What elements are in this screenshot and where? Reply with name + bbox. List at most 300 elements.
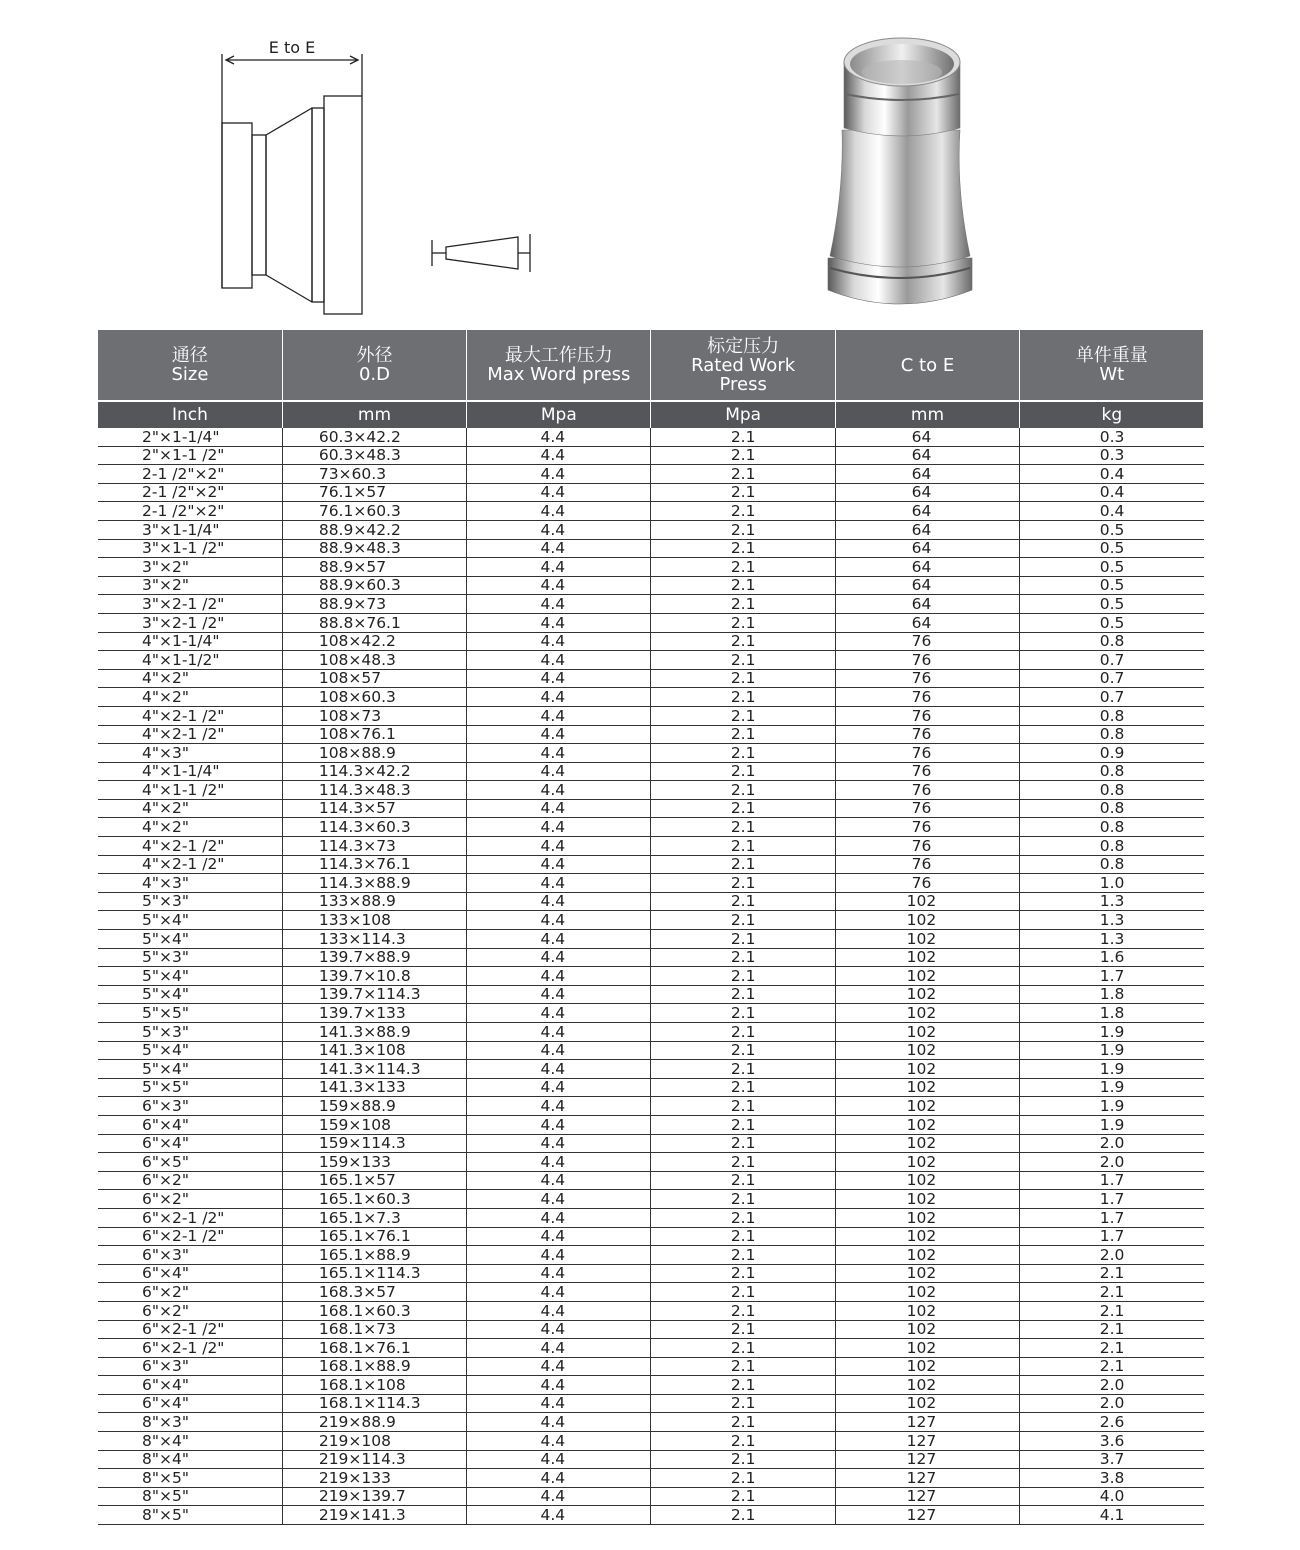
cell-rated-work-pressure: 2.1 <box>651 837 835 856</box>
cell-outer-diameter: 141.3×88.9 <box>282 1023 466 1042</box>
cell-weight: 1.0 <box>1020 874 1204 893</box>
cell-size: 4"×2-1 /2" <box>98 855 282 874</box>
cell-outer-diameter: 159×108 <box>282 1115 466 1134</box>
header-outer-diameter-cn: 外径 <box>356 345 393 366</box>
cell-outer-diameter: 108×42.2 <box>282 632 466 651</box>
table-row <box>98 613 1204 632</box>
cell-weight: 1.9 <box>1020 1060 1204 1079</box>
table-row <box>98 1041 1204 1060</box>
cell-max-work-pressure: 4.4 <box>467 874 651 893</box>
cell-rated-work-pressure: 2.1 <box>651 1413 835 1432</box>
table-row <box>98 651 1204 670</box>
cell-weight: 0.8 <box>1020 706 1204 725</box>
cell-weight: 1.3 <box>1020 930 1204 949</box>
table-row <box>98 428 1204 446</box>
cell-c-to-e: 64 <box>835 558 1019 577</box>
cell-max-work-pressure: 4.4 <box>467 1264 651 1283</box>
cell-rated-work-pressure: 2.1 <box>651 632 835 651</box>
cell-size: 8"×3" <box>98 1413 282 1432</box>
cell-size: 6"×4" <box>98 1134 282 1153</box>
cell-max-work-pressure: 4.4 <box>467 1450 651 1469</box>
cell-weight: 1.3 <box>1020 892 1204 911</box>
table-row <box>98 632 1204 651</box>
cell-rated-work-pressure: 2.1 <box>651 1487 835 1506</box>
cell-c-to-e: 102 <box>835 911 1019 930</box>
cell-weight: 0.8 <box>1020 781 1204 800</box>
cell-rated-work-pressure: 2.1 <box>651 1153 835 1172</box>
cell-outer-diameter: 141.3×114.3 <box>282 1060 466 1079</box>
cell-rated-work-pressure: 2.1 <box>651 892 835 911</box>
cell-max-work-pressure: 4.4 <box>467 558 651 577</box>
cell-outer-diameter: 168.1×76.1 <box>282 1339 466 1358</box>
cell-weight: 2.1 <box>1020 1320 1204 1339</box>
cell-size: 4"×2" <box>98 688 282 707</box>
table-row <box>98 874 1204 893</box>
cell-c-to-e: 76 <box>835 632 1019 651</box>
cell-c-to-e: 127 <box>835 1432 1019 1451</box>
table-row <box>98 1246 1204 1265</box>
cell-max-work-pressure: 4.4 <box>467 428 651 446</box>
table-row <box>98 892 1204 911</box>
table-row <box>98 1320 1204 1339</box>
table-row <box>98 725 1204 744</box>
cell-rated-work-pressure: 2.1 <box>651 1432 835 1451</box>
unit-weight: kg <box>1020 401 1204 428</box>
table-row <box>98 1487 1204 1506</box>
cell-weight: 0.3 <box>1020 428 1204 446</box>
cell-size: 6"×2" <box>98 1190 282 1209</box>
cell-rated-work-pressure: 2.1 <box>651 1469 835 1488</box>
cell-rated-work-pressure: 2.1 <box>651 595 835 614</box>
cell-rated-work-pressure: 2.1 <box>651 1208 835 1227</box>
cell-max-work-pressure: 4.4 <box>467 632 651 651</box>
cell-c-to-e: 102 <box>835 1227 1019 1246</box>
cell-weight: 1.9 <box>1020 1023 1204 1042</box>
cell-size: 3"×2" <box>98 558 282 577</box>
cell-rated-work-pressure: 2.1 <box>651 855 835 874</box>
cell-weight: 2.1 <box>1020 1283 1204 1302</box>
cell-outer-diameter: 88.9×73 <box>282 595 466 614</box>
cell-outer-diameter: 88.9×42.2 <box>282 520 466 539</box>
cell-outer-diameter: 141.3×108 <box>282 1041 466 1060</box>
cell-rated-work-pressure: 2.1 <box>651 1115 835 1134</box>
cell-size: 8"×5" <box>98 1487 282 1506</box>
header-max-work-pressure-cn: 最大工作压力 <box>504 345 613 366</box>
table-row <box>98 1469 1204 1488</box>
cell-c-to-e: 102 <box>835 948 1019 967</box>
cell-rated-work-pressure: 2.1 <box>651 1097 835 1116</box>
cell-rated-work-pressure: 2.1 <box>651 725 835 744</box>
cell-weight: 0.7 <box>1020 651 1204 670</box>
cell-size: 8"×4" <box>98 1432 282 1451</box>
cell-weight: 0.5 <box>1020 558 1204 577</box>
table-row <box>98 1301 1204 1320</box>
cell-outer-diameter: 108×57 <box>282 669 466 688</box>
table-row <box>98 502 1204 521</box>
cell-c-to-e: 102 <box>835 1208 1019 1227</box>
cell-size: 6"×4" <box>98 1264 282 1283</box>
table-row <box>98 799 1204 818</box>
cell-c-to-e: 102 <box>835 1394 1019 1413</box>
cell-weight: 2.1 <box>1020 1339 1204 1358</box>
cell-c-to-e: 102 <box>835 1078 1019 1097</box>
cell-size: 2"×1-1 /2" <box>98 446 282 465</box>
reducer-product-photo <box>790 20 1010 320</box>
cell-weight: 1.8 <box>1020 985 1204 1004</box>
cell-max-work-pressure: 4.4 <box>467 1320 651 1339</box>
table-row <box>98 558 1204 577</box>
cell-max-work-pressure: 4.4 <box>467 669 651 688</box>
cell-c-to-e: 127 <box>835 1487 1019 1506</box>
cell-size: 4"×3" <box>98 744 282 763</box>
cell-size: 5"×4" <box>98 930 282 949</box>
cell-outer-diameter: 165.1×76.1 <box>282 1227 466 1246</box>
reducer-technical-drawing <box>200 20 560 320</box>
cell-size: 6"×4" <box>98 1394 282 1413</box>
cell-rated-work-pressure: 2.1 <box>651 1301 835 1320</box>
cell-size: 3"×2" <box>98 576 282 595</box>
cell-max-work-pressure: 4.4 <box>467 502 651 521</box>
cell-c-to-e: 102 <box>835 1097 1019 1116</box>
table-row <box>98 1357 1204 1376</box>
cell-c-to-e: 102 <box>835 1264 1019 1283</box>
cell-rated-work-pressure: 2.1 <box>651 1004 835 1023</box>
cell-size: 6"×3" <box>98 1357 282 1376</box>
cell-weight: 2.0 <box>1020 1394 1204 1413</box>
table-row <box>98 1115 1204 1134</box>
cell-c-to-e: 76 <box>835 688 1019 707</box>
cell-c-to-e: 102 <box>835 1115 1019 1134</box>
cell-outer-diameter: 168.1×114.3 <box>282 1394 466 1413</box>
cell-size: 6"×2-1 /2" <box>98 1208 282 1227</box>
cell-rated-work-pressure: 2.1 <box>651 576 835 595</box>
cell-c-to-e: 64 <box>835 446 1019 465</box>
cell-c-to-e: 64 <box>835 539 1019 558</box>
cell-max-work-pressure: 4.4 <box>467 1041 651 1060</box>
cell-c-to-e: 102 <box>835 1190 1019 1209</box>
cell-c-to-e: 102 <box>835 1153 1019 1172</box>
cell-max-work-pressure: 4.4 <box>467 520 651 539</box>
header-size <box>98 330 282 401</box>
header-weight-cn: 单件重量 <box>1075 345 1148 366</box>
cell-max-work-pressure: 4.4 <box>467 1301 651 1320</box>
cell-max-work-pressure: 4.4 <box>467 892 651 911</box>
table-row <box>98 911 1204 930</box>
table-row <box>98 930 1204 949</box>
cell-size: 5"×4" <box>98 967 282 986</box>
table-row <box>98 595 1204 614</box>
table-row <box>98 744 1204 763</box>
cell-max-work-pressure: 4.4 <box>467 1487 651 1506</box>
cell-size: 4"×2-1 /2" <box>98 706 282 725</box>
cell-weight: 3.8 <box>1020 1469 1204 1488</box>
cell-max-work-pressure: 4.4 <box>467 911 651 930</box>
cell-size: 5"×4" <box>98 911 282 930</box>
cell-c-to-e: 102 <box>835 1376 1019 1395</box>
cell-max-work-pressure: 4.4 <box>467 725 651 744</box>
cell-max-work-pressure: 4.4 <box>467 744 651 763</box>
header-max-work-pressure <box>467 330 651 401</box>
cell-rated-work-pressure: 2.1 <box>651 688 835 707</box>
cell-max-work-pressure: 4.4 <box>467 781 651 800</box>
cell-outer-diameter: 108×88.9 <box>282 744 466 763</box>
cell-size: 6"×5" <box>98 1153 282 1172</box>
cell-size: 6"×4" <box>98 1115 282 1134</box>
cell-outer-diameter: 114.3×88.9 <box>282 874 466 893</box>
cell-rated-work-pressure: 2.1 <box>651 985 835 1004</box>
cell-outer-diameter: 108×76.1 <box>282 725 466 744</box>
cell-max-work-pressure: 4.4 <box>467 1097 651 1116</box>
cell-max-work-pressure: 4.4 <box>467 1283 651 1302</box>
cell-c-to-e: 76 <box>835 744 1019 763</box>
cell-outer-diameter: 114.3×76.1 <box>282 855 466 874</box>
cell-weight: 2.1 <box>1020 1301 1204 1320</box>
cell-weight: 1.7 <box>1020 1190 1204 1209</box>
table-row <box>98 1023 1204 1042</box>
cell-max-work-pressure: 4.4 <box>467 1394 651 1413</box>
table-row <box>98 1097 1204 1116</box>
cell-rated-work-pressure: 2.1 <box>651 930 835 949</box>
cell-size: 4"×2" <box>98 818 282 837</box>
cell-weight: 0.4 <box>1020 483 1204 502</box>
table-row <box>98 1227 1204 1246</box>
cell-max-work-pressure: 4.4 <box>467 837 651 856</box>
cell-rated-work-pressure: 2.1 <box>651 948 835 967</box>
cell-c-to-e: 102 <box>835 1023 1019 1042</box>
cell-outer-diameter: 139.7×133 <box>282 1004 466 1023</box>
table-row <box>98 837 1204 856</box>
cell-size: 6"×3" <box>98 1097 282 1116</box>
cell-rated-work-pressure: 2.1 <box>651 1246 835 1265</box>
cell-weight: 2.1 <box>1020 1264 1204 1283</box>
cell-weight: 4.0 <box>1020 1487 1204 1506</box>
cell-outer-diameter: 219×114.3 <box>282 1450 466 1469</box>
cell-outer-diameter: 165.1×60.3 <box>282 1190 466 1209</box>
cell-max-work-pressure: 4.4 <box>467 1078 651 1097</box>
table-row <box>98 1394 1204 1413</box>
cell-outer-diameter: 219×133 <box>282 1469 466 1488</box>
cell-c-to-e: 102 <box>835 1171 1019 1190</box>
cell-outer-diameter: 133×108 <box>282 911 466 930</box>
cell-rated-work-pressure: 2.1 <box>651 613 835 632</box>
table-row <box>98 818 1204 837</box>
cell-size: 5"×3" <box>98 948 282 967</box>
cell-size: 8"×5" <box>98 1469 282 1488</box>
cell-weight: 3.7 <box>1020 1450 1204 1469</box>
header-rated-work-pressure-en: Rated Work <box>691 354 796 376</box>
table-row <box>98 855 1204 874</box>
table-row <box>98 1004 1204 1023</box>
cell-weight: 0.7 <box>1020 669 1204 688</box>
cell-rated-work-pressure: 2.1 <box>651 911 835 930</box>
cell-size: 5"×3" <box>98 1023 282 1042</box>
cell-size: 4"×1-1/4" <box>98 632 282 651</box>
cell-size: 6"×3" <box>98 1246 282 1265</box>
cell-rated-work-pressure: 2.1 <box>651 1339 835 1358</box>
cell-rated-work-pressure: 2.1 <box>651 1376 835 1395</box>
cell-c-to-e: 127 <box>835 1469 1019 1488</box>
cell-c-to-e: 76 <box>835 781 1019 800</box>
cell-outer-diameter: 139.7×114.3 <box>282 985 466 1004</box>
cell-outer-diameter: 114.3×48.3 <box>282 781 466 800</box>
cell-weight: 0.3 <box>1020 446 1204 465</box>
cell-c-to-e: 76 <box>835 799 1019 818</box>
cell-rated-work-pressure: 2.1 <box>651 762 835 781</box>
cell-outer-diameter: 108×48.3 <box>282 651 466 670</box>
cell-c-to-e: 76 <box>835 818 1019 837</box>
cell-outer-diameter: 88.9×57 <box>282 558 466 577</box>
cell-max-work-pressure: 4.4 <box>467 688 651 707</box>
cell-max-work-pressure: 4.4 <box>467 465 651 484</box>
table-row <box>98 483 1204 502</box>
header-rated-work-pressure-cn: 标定压力 <box>707 335 780 357</box>
cell-size: 5"×4" <box>98 1041 282 1060</box>
cell-max-work-pressure: 4.4 <box>467 948 651 967</box>
cell-outer-diameter: 133×114.3 <box>282 930 466 949</box>
cell-rated-work-pressure: 2.1 <box>651 1060 835 1079</box>
cell-size: 3"×2-1 /2" <box>98 595 282 614</box>
cell-rated-work-pressure: 2.1 <box>651 1320 835 1339</box>
cell-size: 4"×3" <box>98 874 282 893</box>
cell-outer-diameter: 168.1×108 <box>282 1376 466 1395</box>
cell-max-work-pressure: 4.4 <box>467 1115 651 1134</box>
cell-weight: 4.1 <box>1020 1506 1204 1525</box>
cell-outer-diameter: 114.3×42.2 <box>282 762 466 781</box>
cell-size: 3"×1-1 /2" <box>98 539 282 558</box>
cell-c-to-e: 102 <box>835 967 1019 986</box>
cell-max-work-pressure: 4.4 <box>467 1004 651 1023</box>
table-row <box>98 1190 1204 1209</box>
table-row <box>98 762 1204 781</box>
cell-rated-work-pressure: 2.1 <box>651 1506 835 1525</box>
cell-outer-diameter: 219×141.3 <box>282 1506 466 1525</box>
cell-weight: 1.3 <box>1020 911 1204 930</box>
table-row <box>98 1376 1204 1395</box>
cell-c-to-e: 76 <box>835 762 1019 781</box>
cell-c-to-e: 102 <box>835 1246 1019 1265</box>
cell-c-to-e: 102 <box>835 1301 1019 1320</box>
cell-rated-work-pressure: 2.1 <box>651 1023 835 1042</box>
table-row <box>98 985 1204 1004</box>
cell-rated-work-pressure: 2.1 <box>651 1041 835 1060</box>
cell-size: 3"×2-1 /2" <box>98 613 282 632</box>
cell-outer-diameter: 219×139.7 <box>282 1487 466 1506</box>
cell-rated-work-pressure: 2.1 <box>651 539 835 558</box>
cell-outer-diameter: 133×88.9 <box>282 892 466 911</box>
cell-weight: 2.0 <box>1020 1134 1204 1153</box>
cell-size: 6"×2" <box>98 1283 282 1302</box>
table-row <box>98 1432 1204 1451</box>
cell-outer-diameter: 168.1×73 <box>282 1320 466 1339</box>
cell-outer-diameter: 108×60.3 <box>282 688 466 707</box>
cell-weight: 1.7 <box>1020 1227 1204 1246</box>
table-row <box>98 1450 1204 1469</box>
cell-outer-diameter: 168.1×60.3 <box>282 1301 466 1320</box>
table-row <box>98 1283 1204 1302</box>
cell-outer-diameter: 165.1×7.3 <box>282 1208 466 1227</box>
cell-c-to-e: 102 <box>835 1004 1019 1023</box>
unit-row <box>98 401 1204 428</box>
cell-weight: 3.6 <box>1020 1432 1204 1451</box>
cell-size: 2-1 /2"×2" <box>98 502 282 521</box>
cell-max-work-pressure: 4.4 <box>467 1190 651 1209</box>
table-row <box>98 688 1204 707</box>
cell-weight: 0.7 <box>1020 688 1204 707</box>
cell-size: 3"×1-1/4" <box>98 520 282 539</box>
header-rated-work-pressure <box>651 330 835 401</box>
cell-c-to-e: 76 <box>835 706 1019 725</box>
cell-weight: 1.9 <box>1020 1097 1204 1116</box>
unit-c-to-e: mm <box>835 401 1019 428</box>
cell-rated-work-pressure: 2.1 <box>651 1394 835 1413</box>
cell-rated-work-pressure: 2.1 <box>651 428 835 446</box>
cell-size: 4"×2-1 /2" <box>98 725 282 744</box>
cell-outer-diameter: 114.3×60.3 <box>282 818 466 837</box>
cell-weight: 0.4 <box>1020 502 1204 521</box>
cell-weight: 0.5 <box>1020 613 1204 632</box>
cell-max-work-pressure: 4.4 <box>467 1171 651 1190</box>
cell-outer-diameter: 108×73 <box>282 706 466 725</box>
table-row <box>98 967 1204 986</box>
cell-size: 6"×2-1 /2" <box>98 1227 282 1246</box>
cell-c-to-e: 127 <box>835 1413 1019 1432</box>
cell-c-to-e: 64 <box>835 502 1019 521</box>
cell-c-to-e: 102 <box>835 1134 1019 1153</box>
cell-rated-work-pressure: 2.1 <box>651 1450 835 1469</box>
cell-outer-diameter: 219×88.9 <box>282 1413 466 1432</box>
cell-outer-diameter: 76.1×57 <box>282 483 466 502</box>
cell-outer-diameter: 139.7×88.9 <box>282 948 466 967</box>
cell-outer-diameter: 114.3×57 <box>282 799 466 818</box>
cell-weight: 2.0 <box>1020 1376 1204 1395</box>
cell-c-to-e: 76 <box>835 669 1019 688</box>
unit-rated-work-pressure: Mpa <box>651 401 835 428</box>
table-row <box>98 1264 1204 1283</box>
cell-max-work-pressure: 4.4 <box>467 762 651 781</box>
table-row <box>98 669 1204 688</box>
cell-weight: 0.8 <box>1020 632 1204 651</box>
cell-size: 6"×2" <box>98 1301 282 1320</box>
cell-rated-work-pressure: 2.1 <box>651 669 835 688</box>
cell-weight: 1.9 <box>1020 1041 1204 1060</box>
cell-rated-work-pressure: 2.1 <box>651 1357 835 1376</box>
cell-c-to-e: 102 <box>835 1320 1019 1339</box>
cell-outer-diameter: 73×60.3 <box>282 465 466 484</box>
cell-outer-diameter: 60.3×42.2 <box>282 428 466 446</box>
table-row <box>98 1506 1204 1525</box>
cell-weight: 0.5 <box>1020 595 1204 614</box>
cell-weight: 0.4 <box>1020 465 1204 484</box>
cell-c-to-e: 102 <box>835 1060 1019 1079</box>
table-row <box>98 1078 1204 1097</box>
cell-rated-work-pressure: 2.1 <box>651 1078 835 1097</box>
cell-max-work-pressure: 4.4 <box>467 595 651 614</box>
cell-rated-work-pressure: 2.1 <box>651 558 835 577</box>
header-rated-work-pressure-en: Press <box>719 373 767 395</box>
cell-weight: 1.6 <box>1020 948 1204 967</box>
cell-rated-work-pressure: 2.1 <box>651 1283 835 1302</box>
cell-size: 4"×1-1/2" <box>98 651 282 670</box>
table-row <box>98 1171 1204 1190</box>
cell-max-work-pressure: 4.4 <box>467 930 651 949</box>
cell-weight: 0.8 <box>1020 818 1204 837</box>
e-to-e-label: E to E <box>268 38 316 57</box>
cell-max-work-pressure: 4.4 <box>467 1060 651 1079</box>
cell-max-work-pressure: 4.4 <box>467 1227 651 1246</box>
table-row <box>98 781 1204 800</box>
cell-weight: 1.7 <box>1020 1208 1204 1227</box>
header-size-cn: 通径 <box>171 345 208 366</box>
